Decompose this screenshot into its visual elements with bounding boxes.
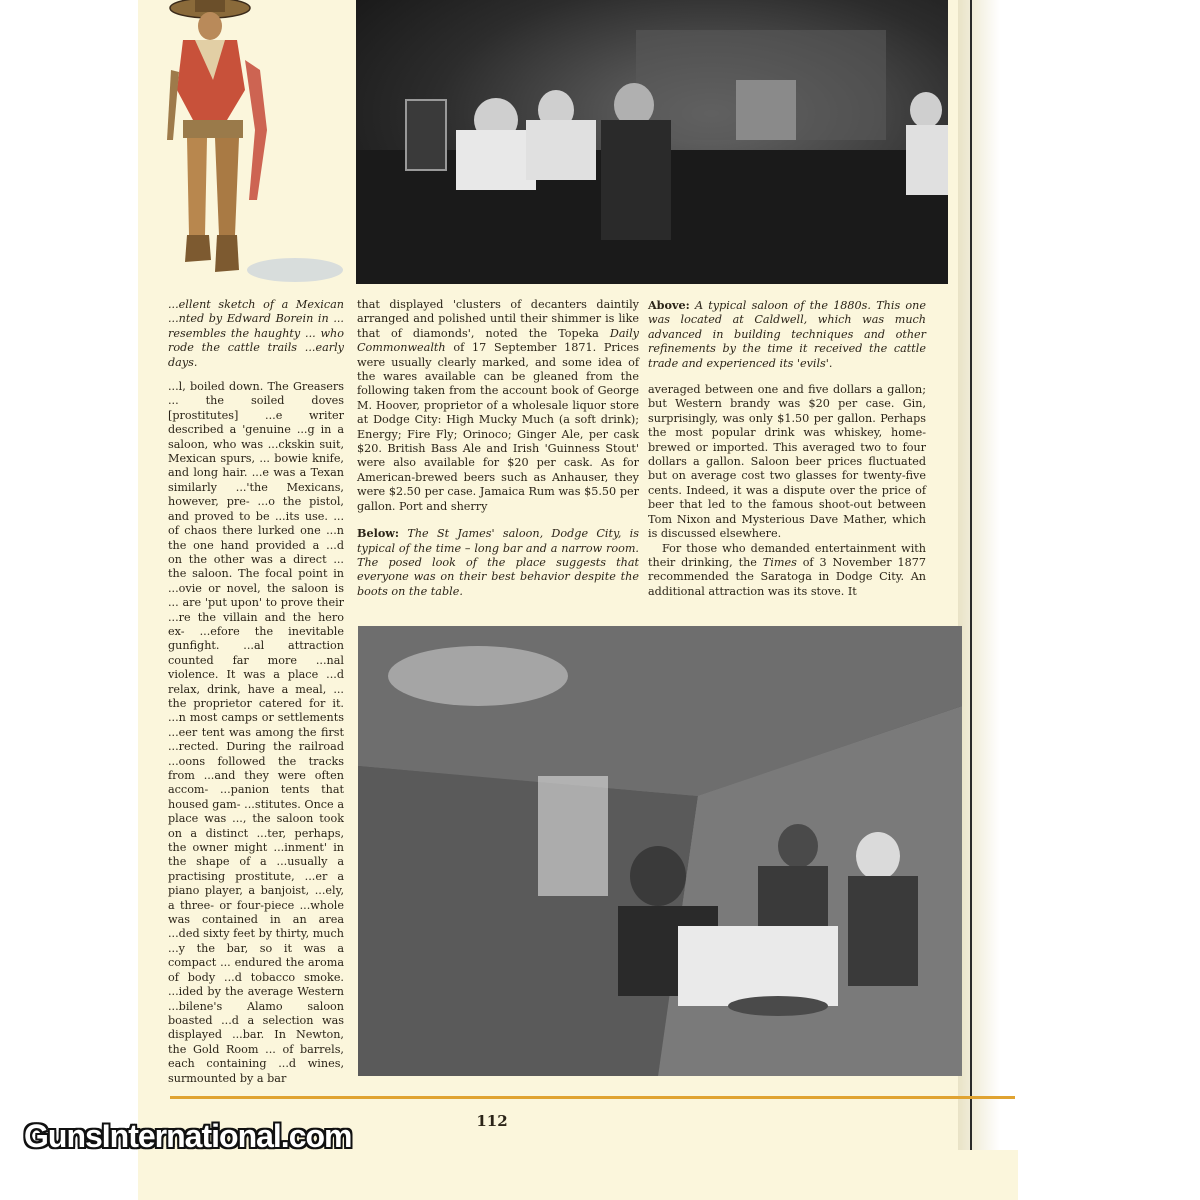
saloon-photo-st-james	[358, 626, 962, 1076]
column-2	[357, 298, 639, 599]
body-column-2-text-b: of 17 September 1871. Prices were usually clearly marked, and some idea of the wares available can be gleaned from the following taken from the account book of George M. Hoover, proprietor of a wholesale liquor store at Dodge City: High Mucky Much (a soft drink); Energy; Fire Fly; Orinoco; Ginger Ale, per cask $20. British Bass Ale and Irish 'Guinness Stout' were also available for $20 per cask. As for American-brewed beers such as Anhauser, they were $2.50 per case. Jamaica Rum was $5.50 per gallon. Port and sherry	[357, 341, 639, 513]
body-column-3-text-a: For those who demanded entertainment with their drinking, the	[648, 541, 926, 569]
footer-rule	[170, 1096, 1015, 1099]
above-caption-label: Above:	[648, 298, 690, 312]
below-caption-label: Below:	[357, 526, 400, 541]
page-number: 112	[476, 1112, 508, 1130]
body-column-1: ...l, boiled down. The Greasers ... the soiled doves [prostitutes] ...e writer described a 'genuine ...g in a saloon, who was ...ckskin suit, Mexican spurs, ... bowie knife, and long hair. ...e was a Texan similarly ...'the Mexicans, however, pre- ...o the pistol, and proved to be ...its use. ... of chaos there lurked one ...n the one hand provided a ...d on the other was a direct ... the saloon. The focal point in ...ovie or novel, the saloon is ... are 'put upon' to prove their ...re the villain and the hero ex- ...efore the inevitable gunfight. ...al attraction counted far more ...nal violence. It was a place ...d relax, drink, have a meal, ... the proprietor catered for it. ...n most camps or settlements ...eer tent was among the first ...rected. During the railroad ...oons followed the tracks from ...and they were often accom- ...panion tents that housed gam- ...stitutes. Once a place was ..., the saloon took on a distinct ...ter, perhaps, the owner might ...inment' in the shape of a ...usually a practising prostitute, ...er a piano player, a banjoist, ...ely, a three- or four-piece ...whole was contained in an area ...ded sixty feet by thirty, much ...y the bar, so it was a compact ... endured the aroma of body ...d tobacco smoke. ...ided by the average Western ...bilene's Alamo saloon boasted ...d a selection was displayed ...bar. In Newton, the Gold Room ... of barrels, each containing ...d wines, surmounted by a bar	[168, 380, 344, 1085]
watermark-logo[interactable]: GunsInternational.com	[24, 1118, 352, 1154]
body-column-2-text-a: that displayed 'clusters of decanters daintily arranged and polished until their shimmer is like that of diamonds', noted the Topeka	[357, 298, 639, 340]
below-caption	[357, 526, 639, 599]
body-column-2	[357, 298, 639, 514]
newspaper-title-times: Times	[762, 555, 797, 569]
sketch-caption: ...ellent sketch of a Mexican ...nted by Edward Borein in ... resembles the haughty ... who rode the cattle trails ...early days.	[168, 298, 344, 369]
column-3	[648, 298, 926, 599]
page-edge-shadow	[958, 0, 1018, 1150]
column-1	[168, 298, 344, 1098]
body-column-3-text-b: of 3 November 1877 recommended the Saratoga in Dodge City. An additional attraction was its stove. It	[648, 555, 927, 598]
saloon-photo-caldwell	[356, 0, 948, 284]
newspaper-title: Daily Commonwealth	[357, 326, 639, 355]
below-caption-text: The St James' saloon, Dodge City, is typical of the time – long bar and a narrow room. The posed look of the place suggests that everyone was on their best behavior despite the boots on the table.	[357, 527, 640, 598]
body-column-3-para-1: averaged between one and five dollars a gallon; but Western brandy was $20 per case. Gin, surprisingly, was only $1.50 per gallon. Perhaps the most popular drink was whiskey, home-brewed or imported. This averaged two to four dollars a gallon. Saloon beer prices fluctuated but on average cost two glasses for twenty-five cents. Indeed, it was a dispute over the price of beer that led to the famous shoot-out between Tom Nixon and Mysterious Dave Mather, which is discussed elsewhere.	[648, 383, 926, 541]
vaquero-illustration	[165, 0, 345, 285]
above-caption-text: A typical saloon of the 1880s. This one was located at Caldwell, which was much advanced in building techniques and other refinements by the time it received the cattle trade and experienced its 'evils'.	[648, 299, 926, 370]
page-edge-line	[970, 0, 972, 1150]
body-column-3-para-2	[648, 542, 926, 600]
above-caption	[648, 298, 926, 371]
